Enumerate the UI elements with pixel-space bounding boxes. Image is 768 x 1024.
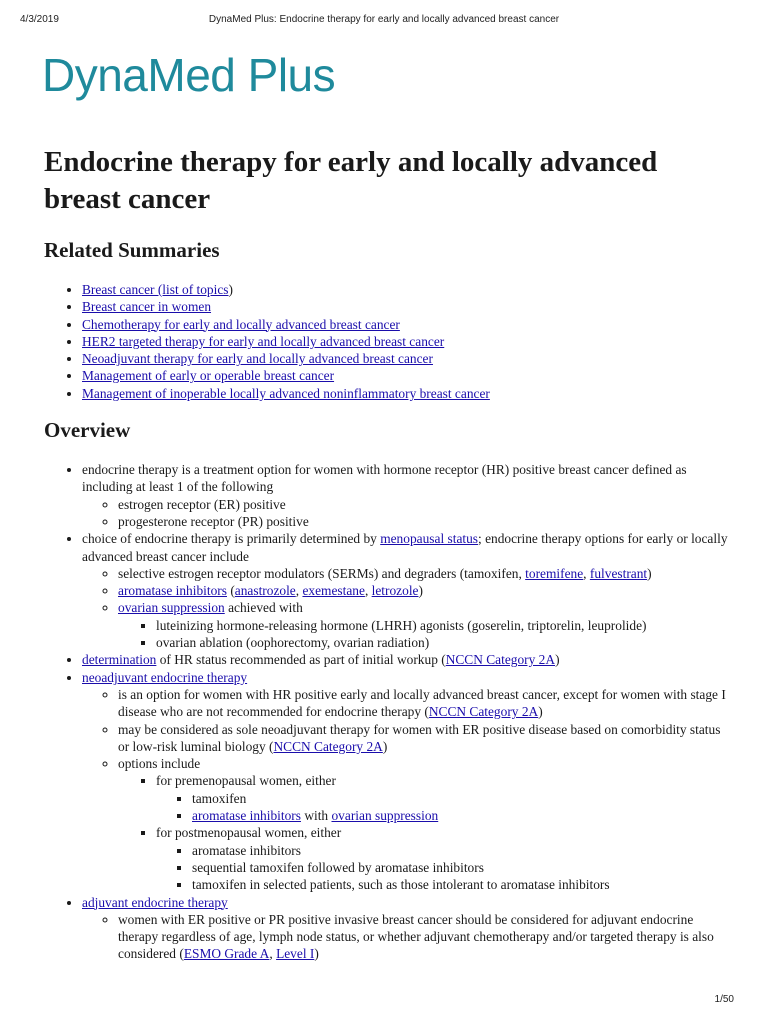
related-link-her2[interactable]: HER2 targeted therapy for early and locally advanced breast cancer: [82, 333, 445, 349]
list-item: ▪ sequential tamoxifen followed by aromatase inhibitors: [192, 859, 728, 876]
related-link-breast-cancer-women[interactable]: Breast cancer in women: [82, 299, 212, 315]
list-item: ▪ tamoxifen in selected patients, such as those intolerant to aromatase inhibitors: [192, 876, 728, 893]
related-summaries-list: [44, 281, 728, 402]
logo-main: DynaMed: [42, 49, 236, 101]
list-item: ◦ options include ▪ for premenopausal women, either ▪ tamoxifen ▪ aromatase inhibitors with ovarian suppression ▪ for postmenopausal women, either ▪ aromatase inhibitors ▪ sequential tamoxifen followed by aromatase inhibitors ▪ tamoxifen in selected patients, such as those intolerant to aromatase inhibitors: [118, 755, 728, 893]
related-link-neoadjuvant[interactable]: Neoadjuvant therapy for early and locally advanced breast cancer: [82, 351, 433, 367]
dynamed-plus-logo[interactable]: [42, 49, 336, 101]
ovarian-suppression-link[interactable]: ovarian suppression: [118, 600, 225, 616]
list-item: • determination of HR status recommended as part of initial workup (NCCN Category 2A): [82, 651, 728, 668]
list-item: [82, 298, 728, 315]
adjuvant-endocrine-therapy-link[interactable]: adjuvant endocrine therapy: [82, 894, 228, 910]
list-item: ◦ is an option for women with HR positive early and locally advanced breast cancer, except for women with stage I disease who are not recommended for endocrine therapy (NCCN Category 2A): [118, 686, 728, 721]
nccn-category-link[interactable]: NCCN Category 2A: [428, 704, 539, 720]
level-link[interactable]: Level I: [276, 946, 315, 962]
page-number: 1/50: [714, 994, 734, 1005]
list-item: ▪ luteinizing hormone-releasing hormone (LHRH) agonists (goserelin, triptorelin, leuprolide): [156, 617, 728, 634]
list-item: [82, 385, 728, 402]
list-item: • endocrine therapy is a treatment option for women with hormone receptor (HR) positive breast cancer defined as including at least 1 of the following ◦ estrogen receptor (ER) positive ◦ progesterone receptor (PR) positive: [82, 461, 728, 530]
list-item: [82, 669, 728, 894]
related-link-inoperable[interactable]: Management of inoperable locally advanced noninflammatory breast cancer: [82, 385, 490, 401]
page-title: Endocrine therapy for early and locally advanced breast cancer: [44, 146, 658, 215]
related-link-early-operable[interactable]: Management of early or operable breast cancer: [82, 368, 335, 384]
list-item: ◦ aromatase inhibitors (anastrozole, exemestane, letrozole): [118, 582, 728, 599]
menopausal-status-link[interactable]: menopausal status: [380, 531, 479, 547]
aromatase-inhibitors-link[interactable]: aromatase inhibitors: [192, 808, 301, 824]
overview-heading: Overview: [44, 418, 131, 443]
list-item: ▪ for premenopausal women, either ▪ tamoxifen ▪ aromatase inhibitors with ovarian suppression: [156, 772, 728, 824]
list-item: ▪ ovarian ablation (oophorectomy, ovarian radiation): [156, 634, 728, 651]
list-item: ◦ estrogen receptor (ER) positive: [118, 496, 728, 513]
list-item: ▪ for postmenopausal women, either ▪ aromatase inhibitors ▪ sequential tamoxifen followed by aromatase inhibitors ▪ tamoxifen in selected patients, such as those intolerant to aromatase inhibitors: [156, 824, 728, 893]
list-item: ▪ tamoxifen: [192, 790, 728, 807]
exemestane-link[interactable]: exemestane: [302, 583, 365, 599]
list-item: • choice of endocrine therapy is primarily determined by menopausal status; endocrine therapy options for early or locally advanced breast cancer include ◦ selective estrogen receptor modulators (SERMs) and degraders (tamoxifen, toremifene, fulvestrant) ◦ aromatase inhibitors (anastrozole, exemestane, letrozole) ◦ ovarian suppression achieved with ▪ luteinizing hormone-releasing hormone (LHRH) agonists (goserelin, triptorelin, leuprolide) ▪ ovarian ablation (oophorectomy, ovarian radiation): [82, 530, 728, 651]
anastrozole-link[interactable]: anastrozole: [234, 583, 296, 599]
related-summaries-heading: Related Summaries: [44, 238, 220, 262]
list-item: [82, 350, 728, 367]
list-item: ▪ aromatase inhibitors with ovarian suppression: [192, 807, 728, 824]
list-item: ◦ progesterone receptor (PR) positive: [118, 513, 728, 530]
list-item: ◦ selective estrogen receptor modulators (SERMs) and degraders (tamoxifen, toremifene, fulvestrant): [118, 565, 728, 582]
ovarian-suppression-link[interactable]: ovarian suppression: [331, 808, 439, 824]
list-item: ◦ may be considered as sole neoadjuvant therapy for women with ER positive disease based on comorbidity status or low-risk luminal biology (NCCN Category 2A): [118, 721, 728, 756]
list-item: ◦ women with ER positive or PR positive invasive breast cancer should be considered for adjuvant endocrine therapy regardless of age, lymph node status, or whether adjuvant chemotherapy and/or targeted therapy is also considered (ESMO Grade A, Level I): [118, 911, 728, 963]
nccn-category-link[interactable]: NCCN Category 2A: [445, 652, 556, 668]
list-item: [82, 367, 728, 384]
determination-link[interactable]: determination: [82, 652, 157, 668]
related-link-breast-cancer-topics[interactable]: Breast cancer (list of topics: [82, 282, 229, 297]
related-link-chemotherapy[interactable]: Chemotherapy for early and locally advanced breast cancer: [82, 316, 400, 332]
letrozole-link[interactable]: letrozole: [371, 583, 419, 599]
aromatase-inhibitors-link[interactable]: aromatase inhibitors: [118, 583, 227, 599]
esmo-grade-link[interactable]: ESMO Grade A: [183, 946, 270, 962]
list-item: [82, 894, 728, 963]
overview-list: [44, 461, 728, 963]
list-item: ▪ aromatase inhibitors: [192, 842, 728, 859]
main-content: [44, 144, 728, 963]
logo-plus: Plus: [247, 49, 336, 101]
list-item: ◦ ovarian suppression achieved with ▪ luteinizing hormone-releasing hormone (LHRH) agonists (goserelin, triptorelin, leuprolide) ▪ ovarian ablation (oophorectomy, ovarian radiation): [118, 599, 728, 651]
list-item: • Breast cancer (list of topics): [82, 281, 728, 298]
fulvestrant-link[interactable]: fulvestrant: [589, 565, 648, 581]
neoadjuvant-endocrine-therapy-link[interactable]: neoadjuvant endocrine therapy: [82, 669, 248, 685]
list-item: [82, 316, 728, 333]
print-title: DynaMed Plus: Endocrine therapy for early and locally advanced breast cancer: [208, 14, 560, 25]
list-item: [82, 333, 728, 350]
nccn-category-link[interactable]: NCCN Category 2A: [273, 738, 383, 754]
toremifene-link[interactable]: toremifene: [525, 565, 584, 581]
print-date: 4/3/2019: [20, 14, 59, 25]
print-header: [20, 14, 748, 28]
